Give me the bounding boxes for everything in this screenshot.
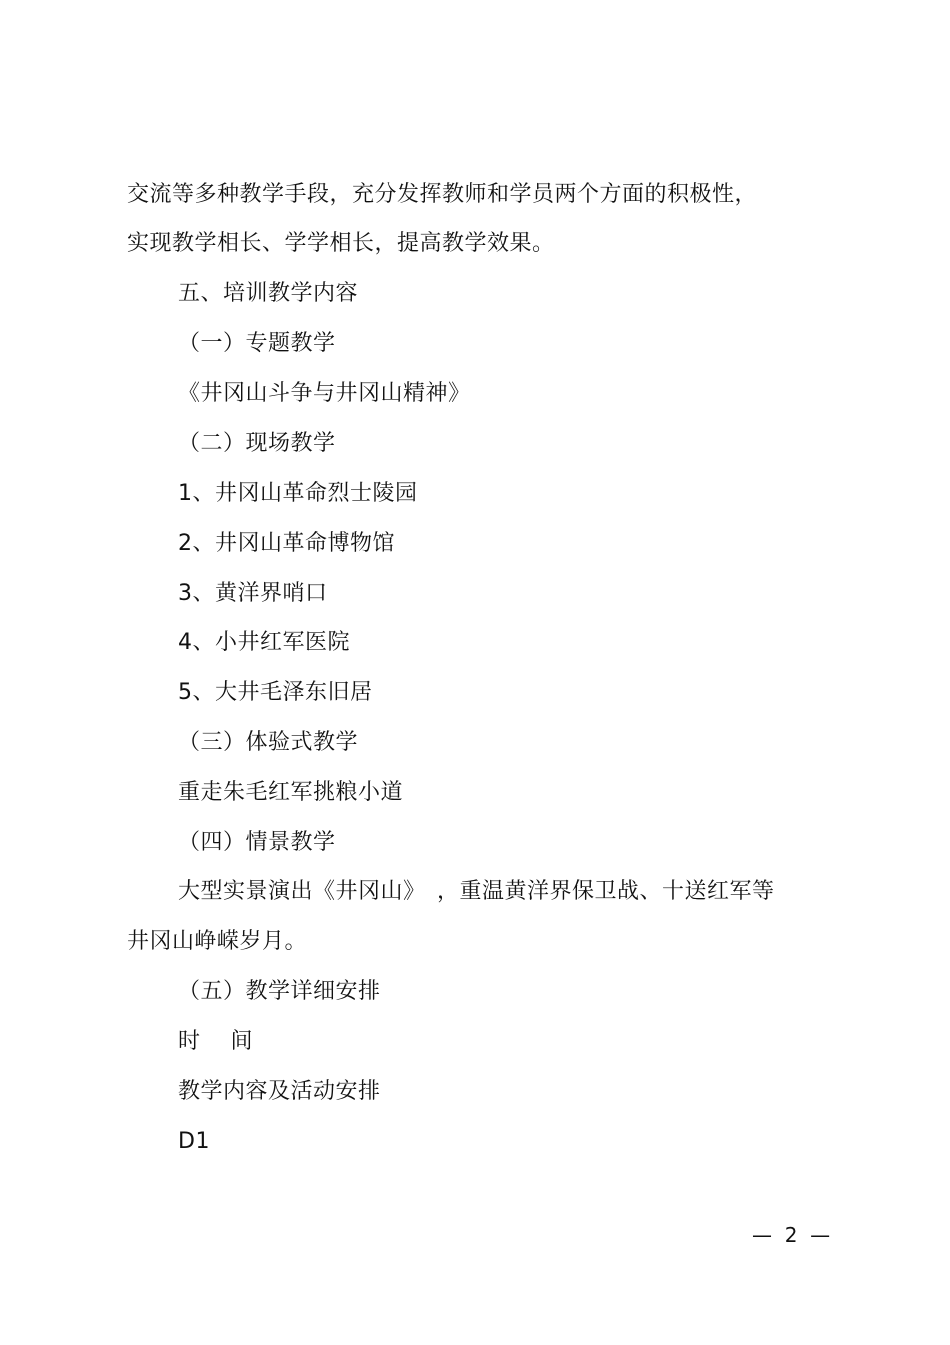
list-item: 4、小井红军医院 (178, 630, 350, 655)
section-heading: 五、培训教学内容 (178, 281, 359, 306)
body-text-line: 时 间 (178, 1029, 253, 1054)
body-text-line: 实现教学相长、学学相长，提高教学效果。 (127, 231, 555, 256)
list-item: 2、井冈山革命博物馆 (178, 531, 395, 556)
body-text-line: 教学内容及活动安排 (178, 1079, 381, 1104)
subsection-heading: （五）教学详细安排 (178, 979, 381, 1004)
page-number: — 2 — (752, 1223, 831, 1247)
body-text-line: 重走朱毛红军挑粮小道 (178, 780, 404, 805)
subsection-heading: （四）情景教学 (178, 830, 336, 855)
list-item: 3、黄洋界哨口 (178, 581, 328, 606)
subsection-heading: （三）体验式教学 (178, 730, 359, 755)
body-text-line: D1 (178, 1129, 210, 1154)
body-text-line: 大型实景演出《井冈山》 ，重温黄洋界保卫战、十送红军等 (178, 879, 775, 904)
body-text-line: 井冈山峥嵘岁月。 (127, 929, 308, 954)
body-text-line: 《井冈山斗争与井冈山精神》 (178, 381, 471, 406)
body-text-line: 交流等多种教学手段，充分发挥教师和学员两个方面的积极性， (127, 182, 758, 207)
subsection-heading: （一）专题教学 (178, 331, 336, 356)
subsection-heading: （二）现场教学 (178, 431, 336, 456)
list-item: 5、大井毛泽东旧居 (178, 680, 373, 705)
list-item: 1、井冈山革命烈士陵园 (178, 481, 418, 506)
